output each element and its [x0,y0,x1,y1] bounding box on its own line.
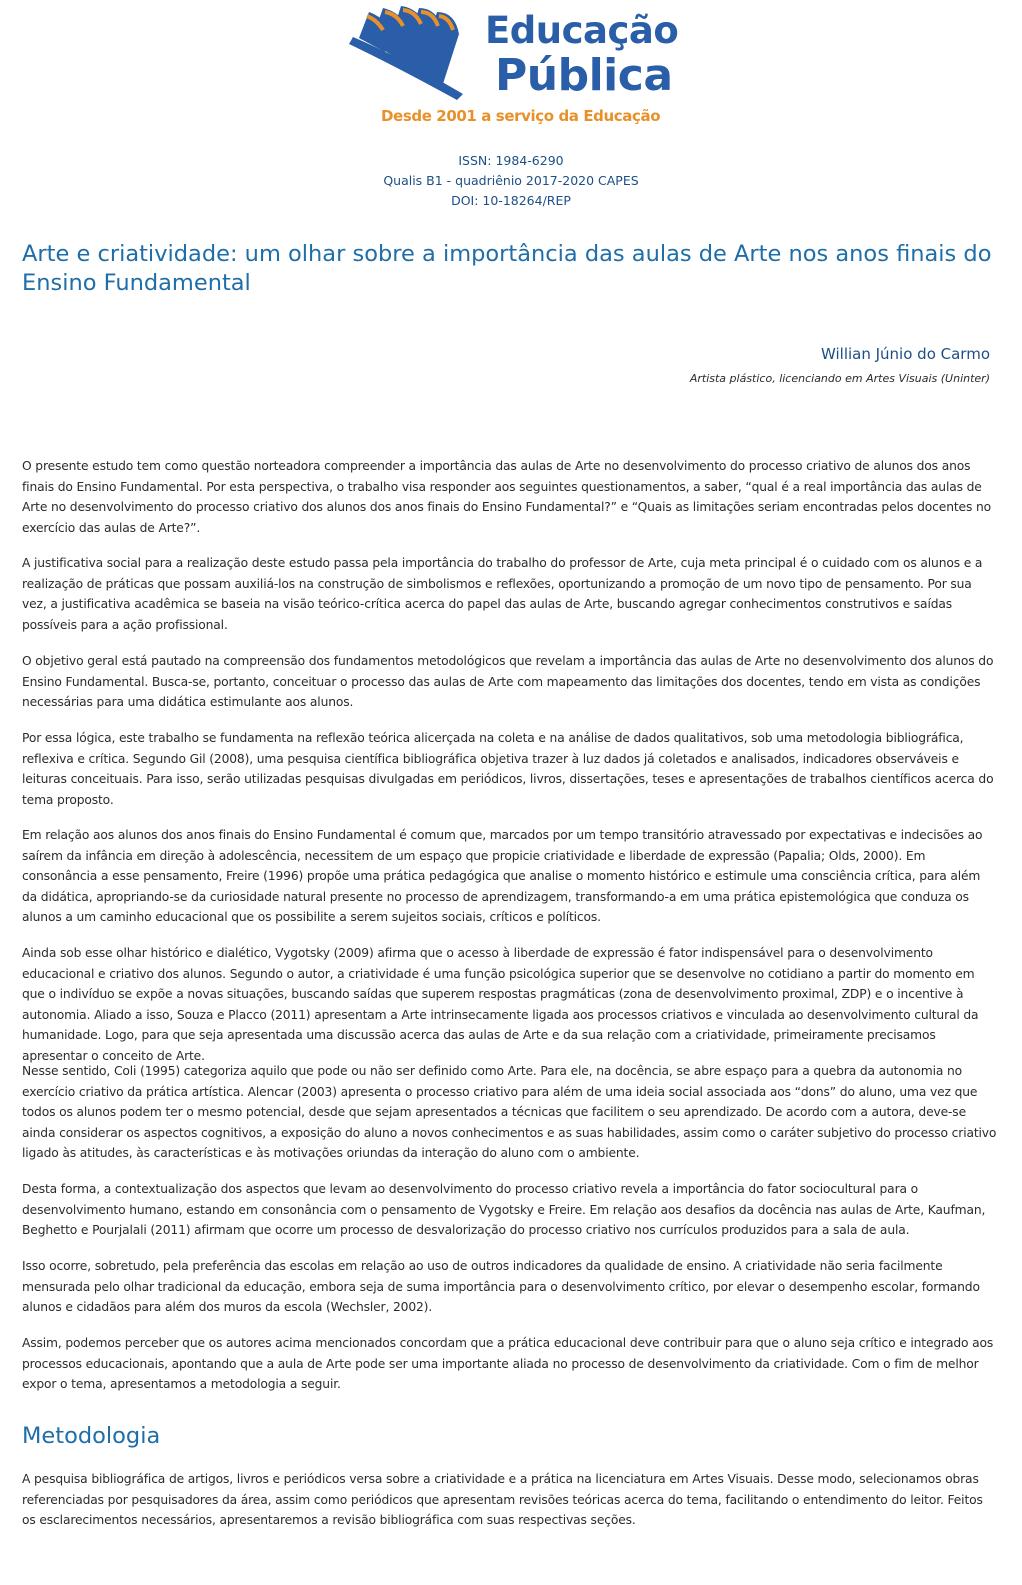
paragraph-8 [22,1179,997,1241]
paragraph-text: Por essa lógica, este trabalho se fundamenta na reflexão teórica alicerçada na coleta e na análise de dados qualitativos, sob uma metodologia bibliográfica, reflexiva e crítica. Segundo Gil (2008), uma pesquisa científica bibliográfica objetiva trazer à luz dados já coletados e analisados, indicadores observáveis e leituras conceituais. Para isso, serão utilizadas pesquisas divulgadas em periódicos, livros, dissertações, teses e apresentações de trabalhos científicos acerca do tema proposto. [22,731,994,807]
logo-wordmark-publica: Pública [495,50,673,101]
section-paragraph [22,1469,997,1531]
article-title: Arte e criatividade: um olhar sobre a importância das aulas de Arte nos anos finais do Ensino Fundamental [22,241,992,296]
paragraph-6 [22,943,997,1067]
site-logo[interactable] [345,0,679,130]
author-name[interactable]: Willian Júnio do Carmo [820,345,990,363]
paragraph-text: Em relação aos alunos dos anos finais do Ensino Fundamental é comum que, marcados por um tempo transitório atravessado por expectativas e indecisões ao saírem da infância em direção à adolescência, necessitem de um espaço que propicie criatividade e liberdade de expressão (Papalia; Olds, 2000). Em consonância a esse pensamento, Freire (1996) propõe uma prática pedagógica que analise o momento histórico e estimule uma consciência crítica, para além da didática, apropriando-se da curiosidade natural presente no processo de aprendizagem, transformando-a em uma prática epistemológica que conduza os alunos a um caminho educacional que os possibilite a serem sujeitos sociais, críticos e políticos. [22,828,983,925]
qualis: Qualis B1 - quadriênio 2017-2020 CAPES [383,173,639,188]
logo-tagline: Desde 2001 a serviço da Educação [381,107,661,125]
paragraph-text: Isso ocorre, sobretudo, pela preferência das escolas em relação ao uso de outros indicadores da qualidade de ensino. A criatividade não seria facilmente mensurada pelo olhar tradicional da educação, embora seja de suma importância para o desenvolvimento crítico, por elevar o desempenho escolar, formando alunos e cidadãos para além dos muros da escola (Wechsler, 2002). [22,1259,980,1315]
paragraph-text: A justificativa social para a realização deste estudo passa pela importância do trabalho do professor de Arte, cuja meta principal é o cuidado com os alunos e a realização de práticas que possam auxiliá-los na construção de simbolismos e reflexões, oportunizando a promoção de um novo tipo de pensamento. Por sua vez, a justificativa acadêmica se baseia na visão teórico-crítica acerca do papel das aulas de Arte, buscando agregar conhecimentos construtivos e saídas possíveis para a ação profissional. [22,556,983,632]
section-heading-metodologia: Metodologia [22,1423,161,1449]
paragraph-2 [22,553,997,635]
book-pages-logo-icon [345,2,485,102]
paragraph-3 [22,651,997,713]
paragraph-text: Nesse sentido, Coli (1995) categoriza aquilo que pode ou não ser definido como Arte. Para ele, na docência, se abre espaço para a quebra da autonomia no exercício criativo da prática artística. Alencar (2003) apresenta o processo criativo para além de uma ideia social associada aos “dons” do aluno, uma vez que todos os alunos podem ter o mesmo potencial, desde que sejam apresentados a técnicas que facilitem o seu aprendizado. De acordo com a autora, deve-se ainda considerar os aspectos cognitivos, a exposição do aluno a novos conhecimentos e as suas habilidades, assim como o caráter subjetivo do processo criativo ligado às atitudes, às características e às motivações oriundas da interação do aluno com o ambiente. [22,1064,997,1161]
doi: DOI: 10-18264/REP [451,193,571,208]
issn: ISSN: 1984-6290 [458,153,564,168]
paragraph-5 [22,825,997,928]
author-affiliation: Artista plástico, licenciando em Artes Visuais (Uninter) [689,372,990,385]
paragraph-text: O presente estudo tem como questão norteadora compreender a importância das aulas de Arte no desenvolvimento do processo criativo de alunos dos anos finais do Ensino Fundamental. Por esta perspectiva, o trabalho visa responder aos seguintes questionamentos, a saber, “qual é a real importância das aulas de Arte no desenvolvimento do processo criativo dos alunos dos anos finais do Ensino Fundamental?” e “Quais as limitações seriam encontradas pelos docentes no exercício das aulas de Arte?”. [22,459,991,535]
paragraph-text: Assim, podemos perceber que os autores acima mencionados concordam que a prática educacional deve contribuir para que o aluno seja crítico e integrado aos processos educacionais, apontando que a aula de Arte pode ser uma importante aliada no processo de desenvolvimento da criatividade. Com o fim de melhor expor o tema, apresentamos a metodologia a seguir. [22,1336,994,1392]
paragraph-text: Desta forma, a contextualização dos aspectos que levam ao desenvolvimento do processo criativo revela a importância do fator sociocultural para o desenvolvimento humano, estando em consonância com o pensamento de Vygotsky e Freire. Em relação aos desafios da docência nas aulas de Arte, Kaufman, Beghetto e Pourjalali (2011) afirmam que ocorre um processo de desvalorização do processo criativo nos currículos produzidos para a sala de aula. [22,1182,986,1238]
paragraph-10 [22,1333,997,1395]
journal-meta [0,151,1022,211]
paragraph-1 [22,456,997,538]
paragraph-text: O objetivo geral está pautado na compreensão dos fundamentos metodológicos que revelam a importância das aulas de Arte no desenvolvimento dos alunos do Ensino Fundamental. Busca-se, portanto, conceituar o processo das aulas de Arte com mapeamento das limitações dos docentes, tendo em vista as condições necessárias para uma didática estimulante aos alunos. [22,654,994,710]
paragraph-text: A pesquisa bibliográfica de artigos, livros e periódicos versa sobre a criatividade e a prática na licenciatura em Artes Visuais. Desse modo, selecionamos obras referenciadas por pesquisadores da área, assim como periódicos que apresentam revisões teóricas acerca do tema, facilitando o entendimento do leitor. Feitos os esclarecimentos necessários, apresentaremos a revisão bibliográfica com suas respectivas seções. [22,1472,983,1528]
logo-wordmark-educacao: Educação [485,9,679,52]
paragraph-text: Ainda sob esse olhar histórico e dialético, Vygotsky (2009) afirma que o acesso à liberdade de expressão é fator indispensável para o desenvolvimento educacional e criativo dos alunos. Segundo o autor, a criatividade é uma função psicológica superior que se desenvolve no cotidiano a partir do momento em que o indivíduo se expõe a novas situações, buscando saídas que superem respostas pragmáticas (zona de desenvolvimento proximal, ZDP) e o incentive à autonomia. Aliado a isso, Souza e Placco (2011) apresentam a Arte intrinsecamente ligada aos processos criativos e vinculada ao desenvolvimento cultural da humanidade. Logo, para que seja apresentada uma discussão acerca das aulas de Arte e da sua relação com a criatividade, primeiramente precisamos apresentar o conceito de Arte. [22,946,979,1063]
paragraph-4 [22,728,997,810]
paragraph-9 [22,1256,997,1318]
paragraph-7 [22,1061,997,1164]
